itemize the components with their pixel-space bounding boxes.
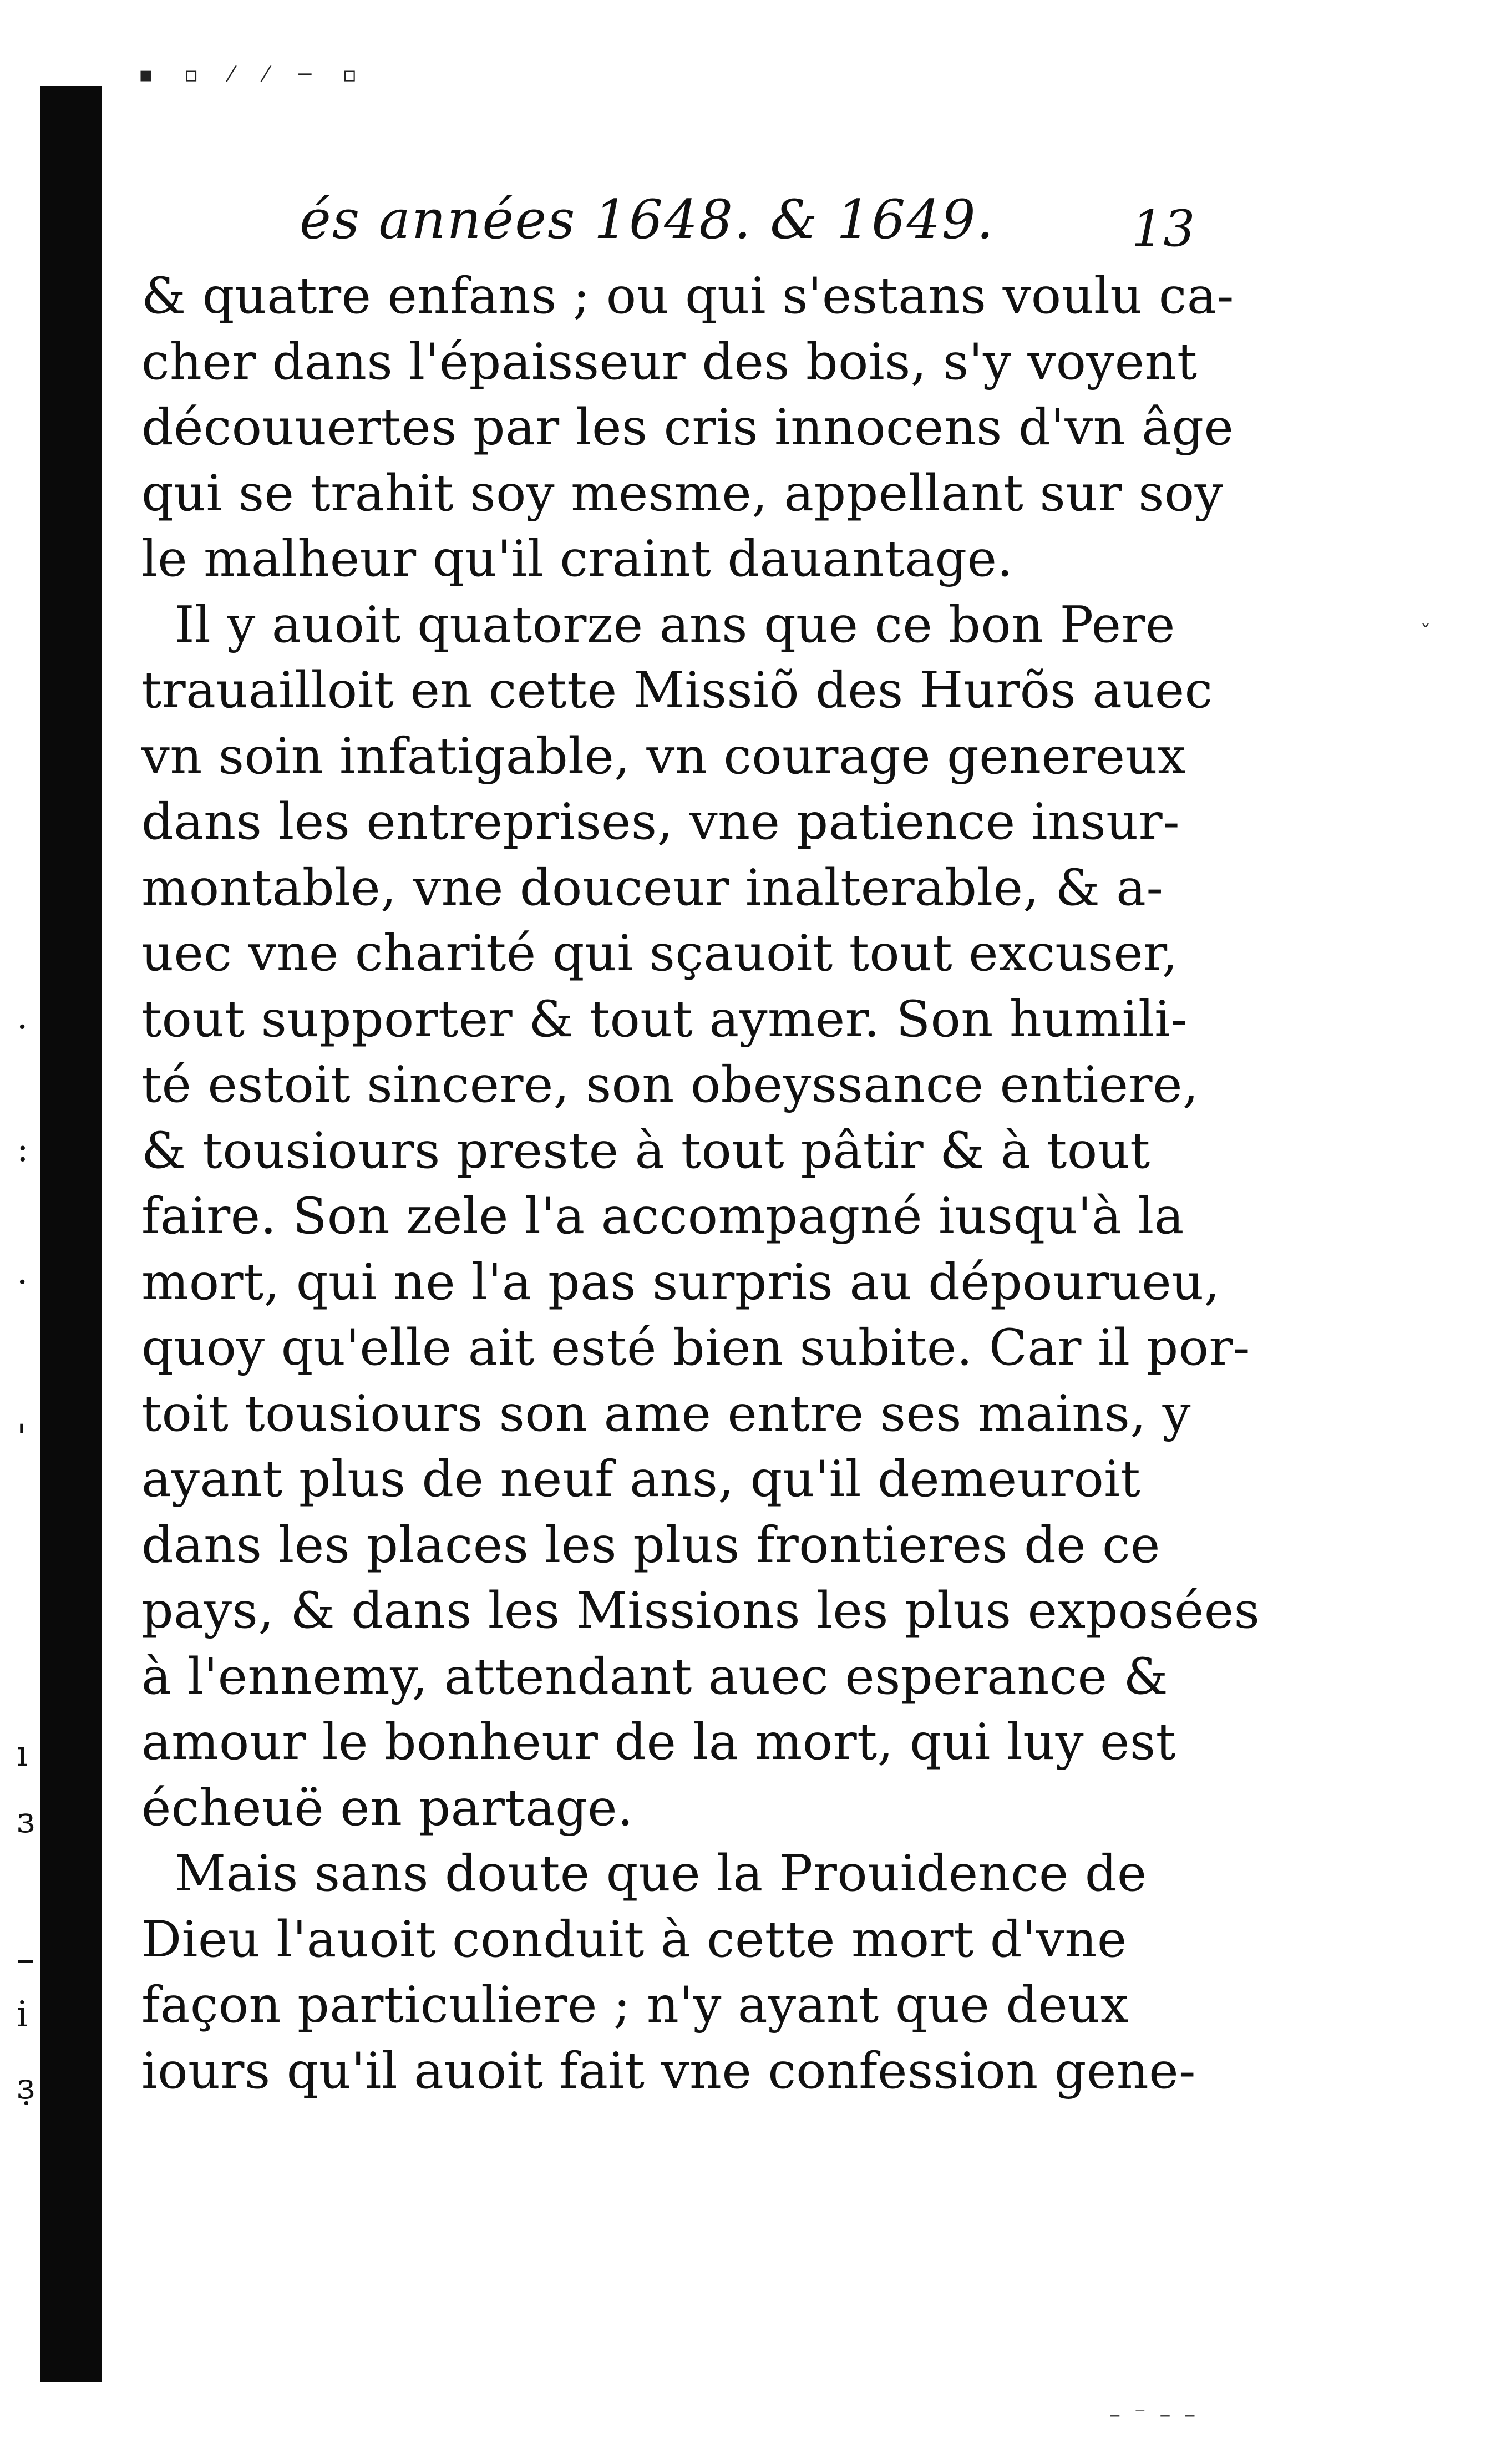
text-line: faire. Son zele l'a accompagné iusqu'à la [141, 1187, 1184, 1245]
margin-fragment: · [17, 1007, 28, 1048]
binding-shadow-bar [40, 86, 102, 2382]
margin-fragment: ɜ̣ [17, 2066, 35, 2107]
text-line: pays, & dans les Missions les plus exposées [141, 1581, 1260, 1640]
text-line: tout supporter & tout aymer. Son humili- [141, 990, 1188, 1048]
body-text [141, 263, 1260, 2104]
paragraph-start-line: Mais sans doute que la Prouidence de [175, 1844, 1147, 1903]
text-line: quoy qu'elle ait esté bien subite. Car il por- [141, 1319, 1250, 1377]
page-number: 13 [1132, 200, 1195, 258]
text-line: trauailloit en cette Missiõ des Hurõs auec [141, 661, 1213, 719]
text-line: dans les entreprises, vne patience insur- [141, 793, 1180, 851]
text-line: façon particuliere ; n'y ayant que deux [141, 1976, 1129, 2034]
text-line: mort, qui ne l'a pas surpris au dépourueu, [141, 1253, 1220, 1311]
text-line: Dieu l'auoit conduit à cette mort d'vne [141, 1910, 1127, 1969]
top-specks: ▪ ▫ ⁄ ⁄ ─ ▫ [139, 62, 369, 87]
text-line: amour le bonheur de la mort, qui luy est [141, 1713, 1176, 1771]
text-line: écheuë en partage. [141, 1778, 634, 1837]
left-margin-bleed [11, 0, 44, 2464]
margin-fragment: · [17, 1262, 28, 1303]
margin-fragment: i [17, 1994, 28, 2035]
text-line: le malheur qu'il craint dauantage. [141, 530, 1013, 588]
text-line: uec vne charité qui sçauoit tout excuser, [141, 924, 1178, 982]
text-line: & tousiours preste à tout pâtir & à tout [141, 1121, 1150, 1180]
margin-fragment: – [17, 1939, 34, 1980]
text-line: dans les places les plus frontieres de ce [141, 1515, 1160, 1574]
text-line: qui se trahit soy mesme, appellant sur soy [141, 464, 1223, 523]
text-line: vn soin infatigable, vn courage genereux [141, 727, 1186, 785]
margin-fragment: ı [17, 1733, 28, 1775]
text-line: ayant plus de neuf ans, qu'il demeuroit [141, 1450, 1141, 1508]
text-line: cher dans l'épaisseur des bois, s'y voyent [141, 332, 1198, 391]
text-line: & quatre enfans ; ou qui s'estans voulu ca- [141, 267, 1234, 325]
text-line: à l'ennemy, attendant auec esperance & [141, 1647, 1169, 1706]
text-line: montable, vne douceur inalterable, & a- [141, 858, 1164, 917]
text-line: té estoit sincere, son obeyssance entiere, [141, 1056, 1199, 1114]
margin-fragment: ɜ [17, 1800, 35, 1841]
bottom-margin-marks: – ⁻ – – [1109, 2402, 1199, 2427]
text-line: iours qu'il auoit fait vne confession gene- [141, 2041, 1196, 2100]
text-line: découuertes par les cris innocens d'vn âge [141, 398, 1234, 457]
text-line: toit tousiours son ame entre ses mains, y [141, 1384, 1191, 1443]
running-head: és années 1648. & 1649. [300, 189, 995, 251]
right-margin-mark: ˇ [1420, 621, 1431, 647]
margin-fragment: ' [17, 1417, 27, 1458]
paragraph-start-line: Il y auoit quatorze ans que ce bon Pere [175, 595, 1175, 654]
margin-fragment: : [17, 1129, 29, 1170]
